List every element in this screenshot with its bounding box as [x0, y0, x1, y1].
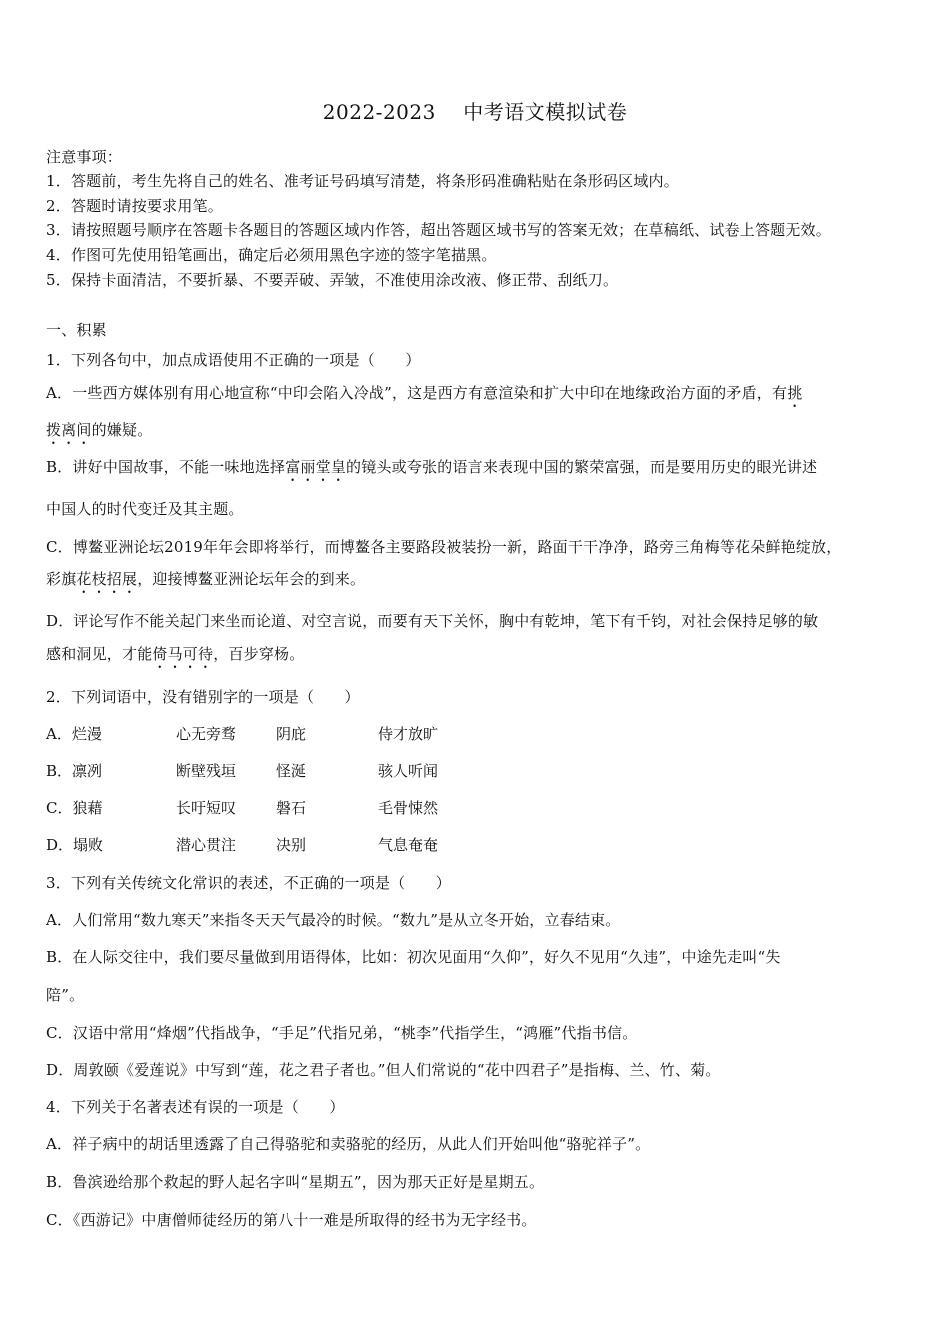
question-3-option-b: B．在人际交往中，我们要尽量做到用语得体，比如：初次见面用“久仰”，好久不见用“久违”，中途先走叫“失: [46, 948, 781, 966]
question-1-option-b: [46, 456, 817, 485]
question-2-option-d: [46, 834, 438, 855]
word: 心无旁骛: [176, 725, 237, 743]
question-1-option-b-cont: 中国人的时代变迁及其主题。: [46, 500, 244, 518]
question-4-option-c: C．《西游记》中唐僧师徒经历的第八十一难是所取得的经书为无字经书。: [46, 1211, 537, 1229]
question-4-option-b: B．鲁滨逊给那个救起的野人起名字叫“星期五”，因为那天正好是星期五。: [46, 1173, 545, 1191]
word: 断壁残垣: [176, 762, 237, 780]
question-1-option-d-cont: [46, 643, 304, 672]
option-text: 感和洞见，才能: [46, 645, 153, 663]
dotted-idiom: 拨离间: [46, 421, 92, 439]
dotted-idiom: 花枝招展: [76, 570, 138, 588]
word: 怪涎: [276, 762, 307, 780]
question-1-option-d: D．评论写作不能关起门来坐而论道、对空言说，而要有天下关怀，胸中有乾坤，笔下有千钧，对社会保持足够的敏: [46, 612, 819, 630]
question-3-option-b-cont: 陪”。: [46, 986, 85, 1004]
question-2-option-b: [46, 760, 438, 781]
question-1-option-c-cont: [46, 568, 365, 597]
question-1-option-a: [46, 382, 802, 411]
notice-heading: 注意事项：: [46, 148, 123, 166]
question-2-stem: 2．下列词语中，没有错别字的一项是（ ）: [46, 688, 360, 706]
exam-title: 2022-2023 中考语文模拟试卷: [322, 100, 628, 124]
question-3-option-c: C．汉语中常用“烽烟”代指战争，“手足”代指兄弟，“桃李”代指学生，“鸿雁”代指书信。: [46, 1024, 638, 1042]
notice-item: 5．保持卡面清洁，不要折暴、不要弄破、弄皱，不准使用涂改液、修正带、刮纸刀。: [46, 271, 619, 289]
question-1-option-a-cont: [46, 419, 152, 448]
option-text: A．一些西方媒体别有用心地宣称“中印会陷入冷战”，这是西方有意渲染和扩大中印在地缘政治方面的矛盾，有: [46, 384, 788, 402]
dotted-idiom: 倚马可待: [152, 645, 214, 663]
word: 潜心贯注: [176, 836, 237, 854]
dotted-idiom: 挑: [787, 384, 803, 402]
option-text: 的镜头或夸张的语言来表现中国的繁荣富强，而是要用历史的眼光讲述: [346, 458, 818, 476]
word: 气息奄奄: [378, 836, 439, 854]
word: C．狼藉: [46, 799, 103, 817]
question-2-option-c: [46, 797, 438, 818]
dotted-idiom: 富丽堂皇: [285, 458, 347, 476]
word: 阴庇: [276, 725, 307, 743]
option-text: 的嫌疑。: [91, 421, 153, 439]
question-3-option-a: A．人们常用“数九寒天”来指冬天天气最冷的时候。“数九”是从立冬开始，立春结束。: [46, 911, 621, 929]
question-4-option-a: A．祥子病中的胡话里透露了自己得骆驼和卖骆驼的经历，从此人们开始叫他“骆驼祥子”。: [46, 1135, 651, 1153]
option-text: B．讲好中国故事，不能一味地选择: [46, 458, 286, 476]
question-1-option-c: C．博鳌亚洲论坛2019年年会即将举行，而博鳌各主要路段被装扮一新，路面干干净净，路旁三角梅等花朵鲜艳绽放，: [46, 538, 842, 556]
word: 骇人听闻: [378, 762, 439, 780]
question-4-stem: 4．下列关于名著表述有误的一项是（ ）: [46, 1098, 345, 1116]
section-heading: 一、积累: [46, 321, 107, 339]
option-text: ，迎接博鳌亚洲论坛年会的到来。: [137, 570, 366, 588]
notice-item: 3．请按照题号顺序在答题卡各题目的答题区域内作答，超出答题区域书写的答案无效；在草稿纸、试卷上答题无效。: [46, 221, 831, 239]
question-3-option-d: D．周敦颐《爱莲说》中写到“莲，花之君子者也。”但人们常说的“花中四君子”是指梅、兰、竹、菊。: [46, 1061, 721, 1079]
word: D．塌败: [46, 836, 104, 854]
word: 侍才放旷: [378, 725, 439, 743]
word: 毛骨悚然: [378, 799, 439, 817]
notice-item: 2．答题时请按要求用笔。: [46, 197, 223, 215]
question-3-stem: 3．下列有关传统文化常识的表述，不正确的一项是（ ）: [46, 874, 451, 892]
option-text: ，百步穿杨。: [213, 645, 305, 663]
word: A．烂漫: [46, 725, 102, 743]
word: 决别: [276, 836, 307, 854]
option-text: 彩旗: [46, 570, 77, 588]
question-2-option-a: [46, 723, 438, 744]
notice-item: 4．作图可先使用铅笔画出，确定后必须用黑色字迹的签字笔描黑。: [46, 246, 497, 264]
notice-item: 1．答题前，考生先将自己的姓名、准考证号码填写清楚，将条形码准确粘贴在条形码区域内。: [46, 172, 679, 190]
word: B．凛冽: [46, 762, 103, 780]
word: 磐石: [276, 799, 307, 817]
word: 长吁短叹: [176, 799, 237, 817]
question-1-stem: 1．下列各句中，加点成语使用不正确的一项是（ ）: [46, 351, 421, 369]
